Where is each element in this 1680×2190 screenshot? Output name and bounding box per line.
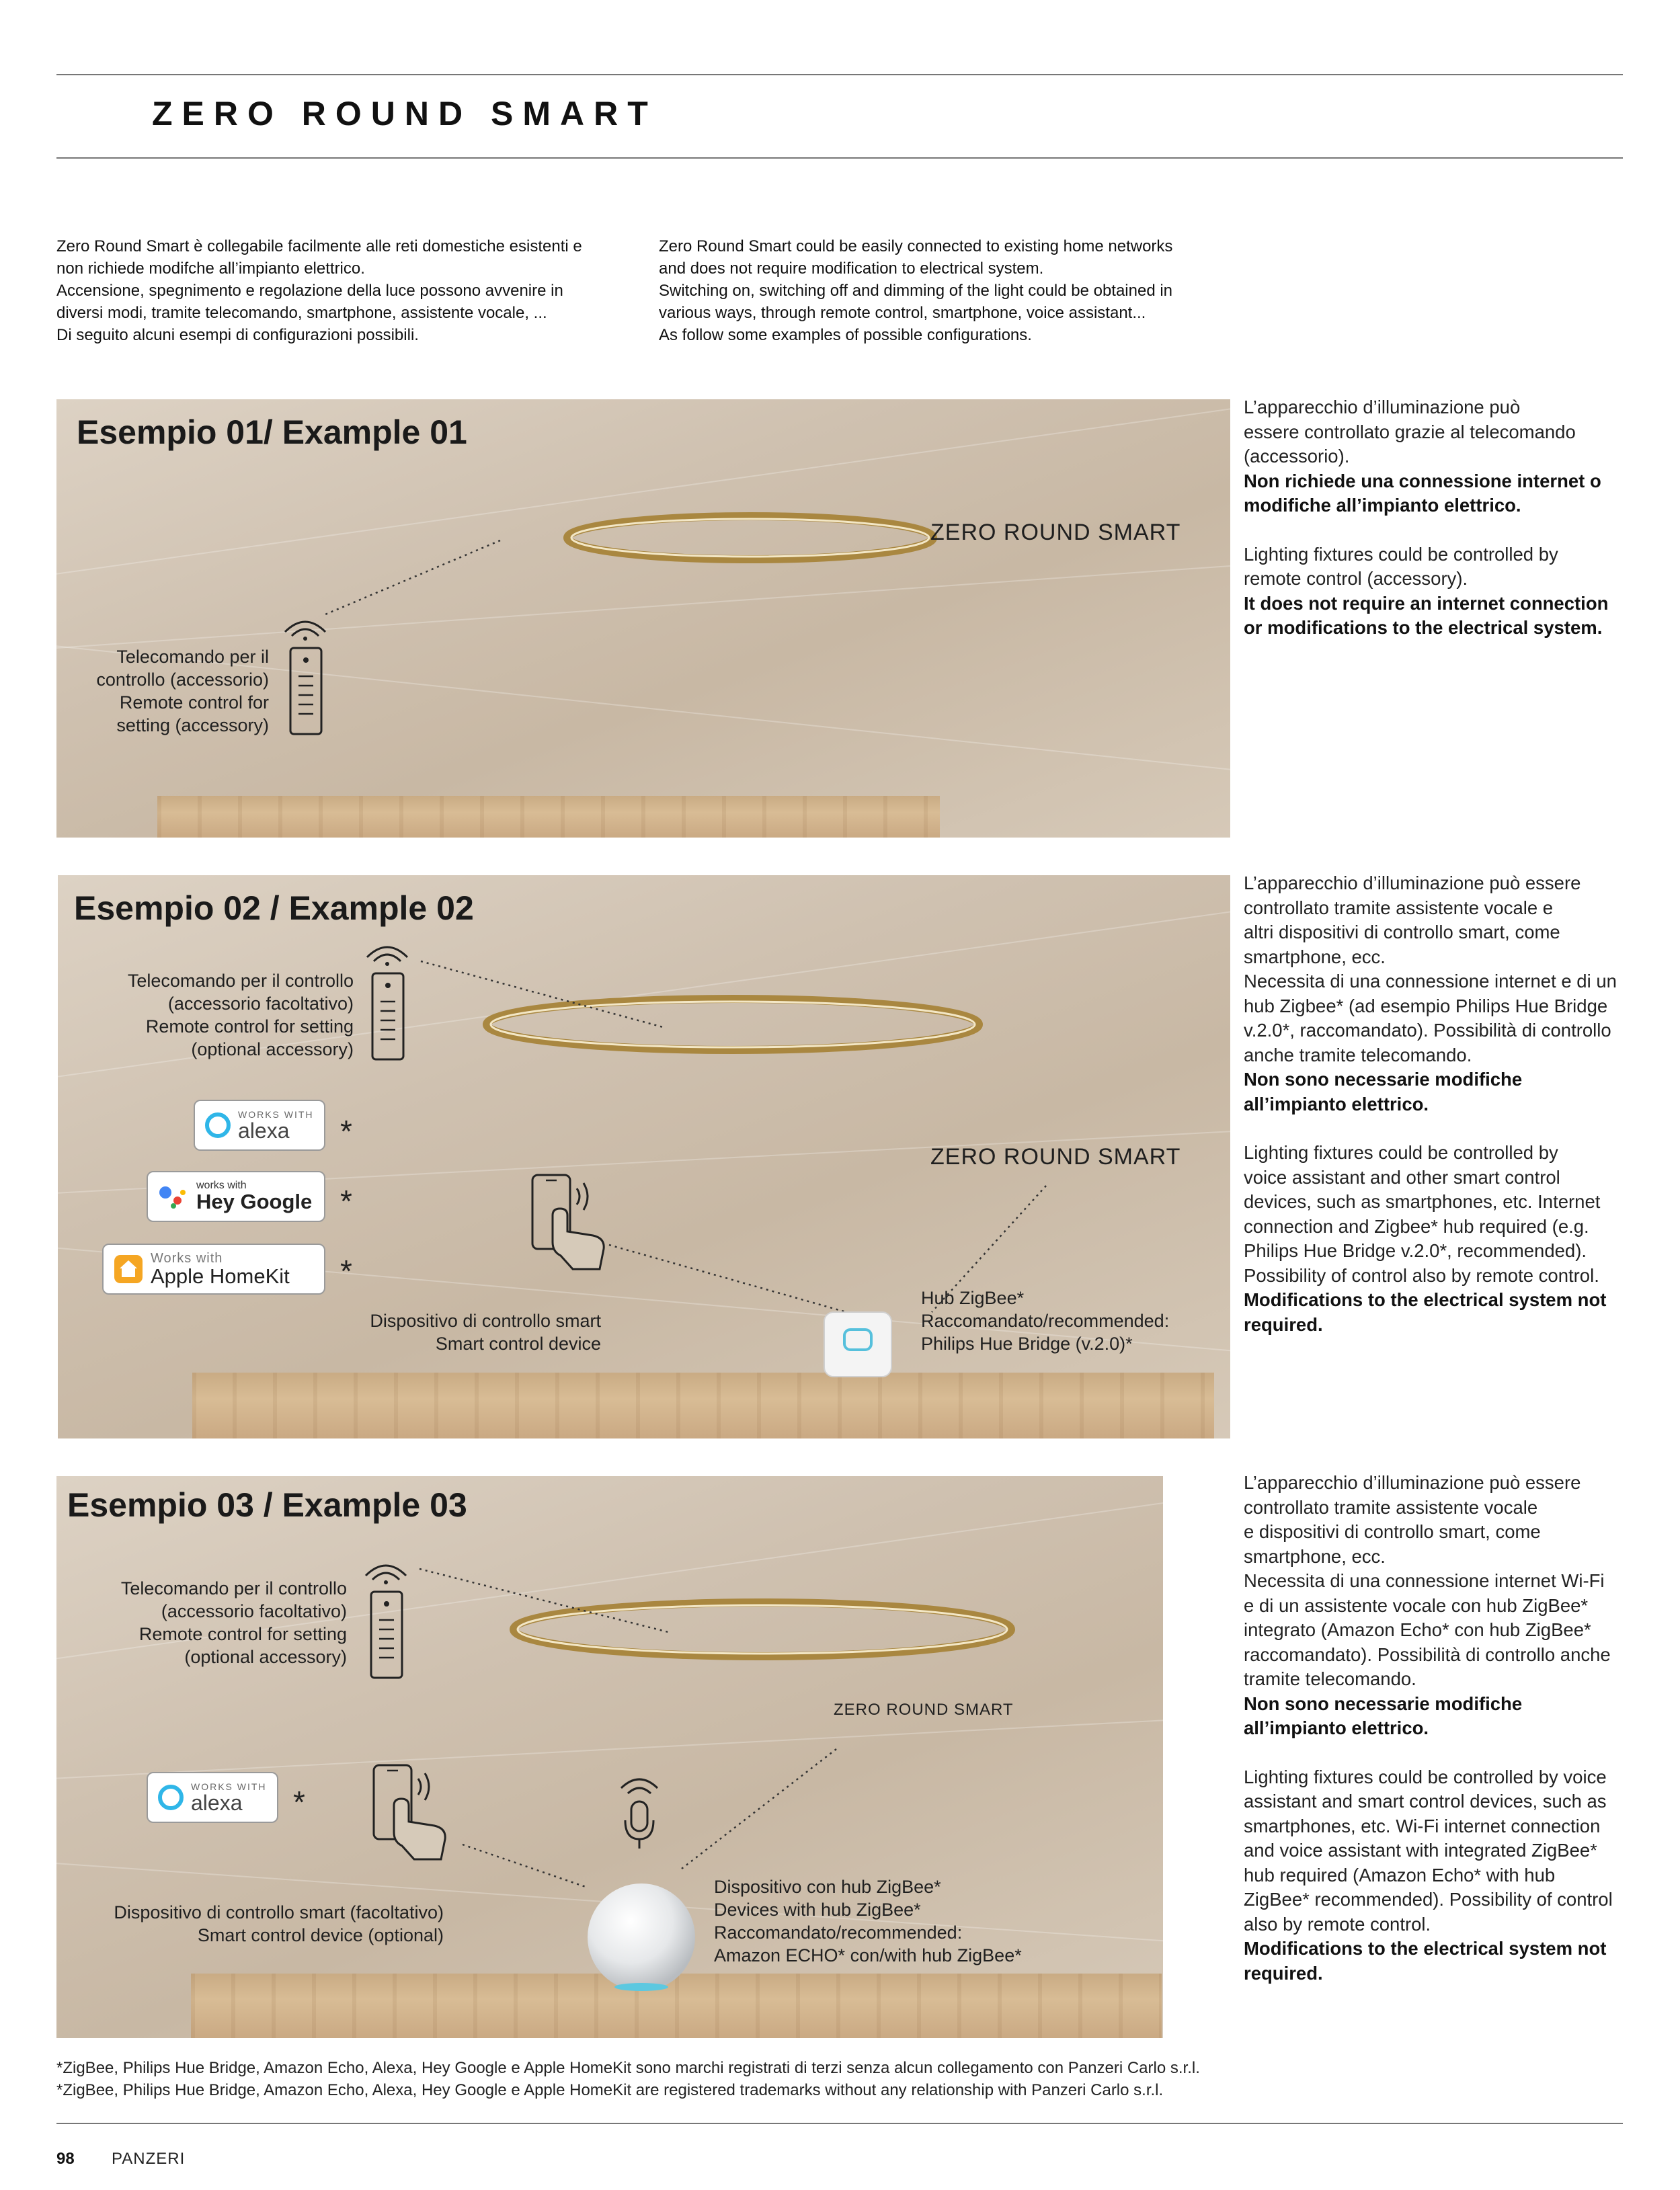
example-1-desc-en: Lighting fixtures could be controlled by remote control (accessory). xyxy=(1244,543,1558,589)
example-2-description xyxy=(1244,871,1620,1337)
example-1-diagram xyxy=(56,399,1230,838)
example-3-desc-it-bold: Non sono necessarie modifiche all’impianto elettrico. xyxy=(1244,1693,1523,1738)
footer-rule xyxy=(56,2123,1623,2124)
example-1-desc-it: L’apparecchio d’illuminazione può essere controllato grazie al telecomando (accessorio). xyxy=(1244,397,1576,467)
example-2-remote-label: Telecomando per il controllo (accessorio facoltativo) Remote control for setting (optional accessory) xyxy=(127,971,354,1059)
example-2-product-label: ZERO ROUND SMART xyxy=(930,1144,1181,1170)
alexa-badge xyxy=(194,1100,325,1151)
example-1-product-label: ZERO ROUND SMART xyxy=(930,520,1181,545)
example-3-title: Esempio 03 / Example 03 xyxy=(67,1486,467,1524)
homekit-badge-name: Apple HomeKit xyxy=(151,1264,290,1288)
example-2-desc-en-bold: Modifications to the electrical system not required. xyxy=(1244,1289,1607,1335)
brand-name: PANZERI xyxy=(112,2150,186,2168)
google-assistant-icon xyxy=(157,1183,190,1210)
smartphone-hand-icon xyxy=(526,1168,613,1276)
example-1-panel xyxy=(56,399,1230,838)
trademark-asterisk: * xyxy=(340,1114,352,1149)
page-title: ZERO ROUND SMART xyxy=(152,95,657,132)
example-3-desc-en-bold: Modifications to the electrical system not required. xyxy=(1244,1938,1607,1984)
homekit-icon xyxy=(113,1254,144,1285)
google-badge-name: Hey Google xyxy=(196,1190,313,1213)
example-1-title: Esempio 01/ Example 01 xyxy=(77,413,467,451)
example-3-description xyxy=(1244,1471,1620,1986)
alexa-badge-name: alexa xyxy=(238,1119,290,1143)
wifi-icon xyxy=(278,608,332,641)
alexa-badge xyxy=(147,1772,278,1823)
example-1-desc-en-bold: It does not require an internet connection or modifications to the electrical system. xyxy=(1244,592,1609,638)
alexa-icon xyxy=(204,1112,231,1139)
example-2-hub-label: Hub ZigBee* Raccomandato/recommended: Philips Hue Bridge (v.2.0)* xyxy=(921,1288,1170,1354)
homekit-badge-caption: Works with xyxy=(151,1251,223,1266)
trademark-asterisk: * xyxy=(293,1785,305,1820)
page-number: 98 xyxy=(56,2150,75,2168)
smartphone-hand-icon xyxy=(367,1758,454,1866)
example-1-remote-label: Telecomando per il controllo (accessorio) Remote control for setting (accessory) xyxy=(96,647,269,735)
hey-google-badge xyxy=(147,1171,325,1222)
remote-control-icon xyxy=(289,647,323,735)
wifi-icon xyxy=(359,1551,413,1585)
voice-microphone-icon xyxy=(609,1772,670,1853)
top-rule xyxy=(56,74,1623,75)
example-3-hub-label: Dispositivo con hub ZigBee* Devices with hub ZigBee* Raccomandato/recommended: Amazon ECHO* con/with hub ZigBee* xyxy=(714,1877,1022,1965)
example-3-smart-device-label: Dispositivo di controllo smart (facoltativo) Smart control device (optional) xyxy=(114,1902,444,1945)
trademark-footnote: *ZigBee, Philips Hue Bridge, Amazon Echo, Alexa, Hey Google e Apple HomeKit sono marchi registrati di terzi senza alcun collegamento con Panzeri Carlo s.r.l. *ZigBee, Philips Hue Bridge, Amazon Echo, Alexa, Hey Google e Apple HomeKit are registered trademarks without any relationship with Panzeri Carlo s.r.l. xyxy=(56,2059,1200,2099)
remote-control-icon xyxy=(370,1590,403,1679)
example-3-product-label: ZERO ROUND SMART xyxy=(834,1701,1014,1719)
wifi-icon xyxy=(360,933,414,967)
title-rule xyxy=(56,157,1623,159)
example-3-desc-en: Lighting fixtures could be controlled by voice assistant and smart control devices, such as smartphones, etc. Wi-Fi internet connection and voice assistant with integrated ZigBee* hub required (Amazon Echo* with hub ZigBee* recommended). Possibility of control also by remote control. xyxy=(1244,1766,1613,1935)
example-2-smart-device-label: Dispositivo di controllo smart Smart control device xyxy=(370,1311,601,1354)
example-3-desc-it: L’apparecchio d’illuminazione può essere controllato tramite assistente vocale e dispositivi di controllo smart, come smartphone, ecc. Necessita di una connessione internet Wi-Fi e di un assistente vocale con hub ZigBee* integrato (Amazon Echo* con hub ZigBee* raccomandato). Possibilità di controllo anche tramite telecomando. xyxy=(1244,1472,1611,1689)
apple-homekit-badge xyxy=(102,1244,325,1295)
trademark-asterisk: * xyxy=(340,1254,352,1289)
trademark-asterisk: * xyxy=(340,1184,352,1219)
example-1-desc-it-bold: Non richiede una connessione internet o modifiche all’impianto elettrico. xyxy=(1244,470,1601,516)
example-1-description xyxy=(1244,395,1620,641)
example-2-desc-it-bold: Non sono necessarie modifiche all’impianto elettrico. xyxy=(1244,1069,1523,1114)
remote-control-icon xyxy=(371,972,405,1061)
google-badge-caption: works with xyxy=(196,1180,247,1191)
example-2-desc-it: L’apparecchio d’illuminazione può essere controllato tramite assistente vocale e altri dispositivi di controllo smart, come smartphone, ecc. Necessita di una connessione internet e di un hub Zigbee* (ad esempio Philips Hue Bridge v.2.0*, raccomandato). Possibilità di controllo anche tramite telecomando. xyxy=(1244,873,1617,1065)
alexa-badge-caption: WORKS WITH xyxy=(191,1781,267,1792)
alexa-icon xyxy=(157,1784,184,1811)
alexa-badge-caption: WORKS WITH xyxy=(238,1109,314,1120)
intro-english: Zero Round Smart could be easily connected to existing home networks and does not require modification to electrical system. Switching on, switching off and dimming of the light could be obtained in various ways, through remote control, smartphone, voice assistant... As follow some examples of possible configurations. xyxy=(659,237,1173,344)
example-3-remote-label: Telecomando per il controllo (accessorio facoltativo) Remote control for setting (optional accessory) xyxy=(120,1578,347,1667)
example-2-title: Esempio 02 / Example 02 xyxy=(74,889,474,927)
example-2-desc-en: Lighting fixtures could be controlled by voice assistant and other smart control devices, such as smartphones, etc. Internet connection and Zigbee* hub required (e.g. Philips Hue Bridge v.2.0*, recommended). Possibility of control also by remote control. xyxy=(1244,1142,1601,1286)
intro-italian: Zero Round Smart è collegabile facilmente alle reti domestiche esistenti e non richiede modifche all’impianto elettrico. Accensione, spegnimento e regolazione della luce possono avvenire in diversi modi, tramite telecomando, smartphone, assistente vocale, ... Di seguito alcuni esempi di configurazioni possibili. xyxy=(56,237,582,344)
alexa-badge-name: alexa xyxy=(191,1791,243,1815)
